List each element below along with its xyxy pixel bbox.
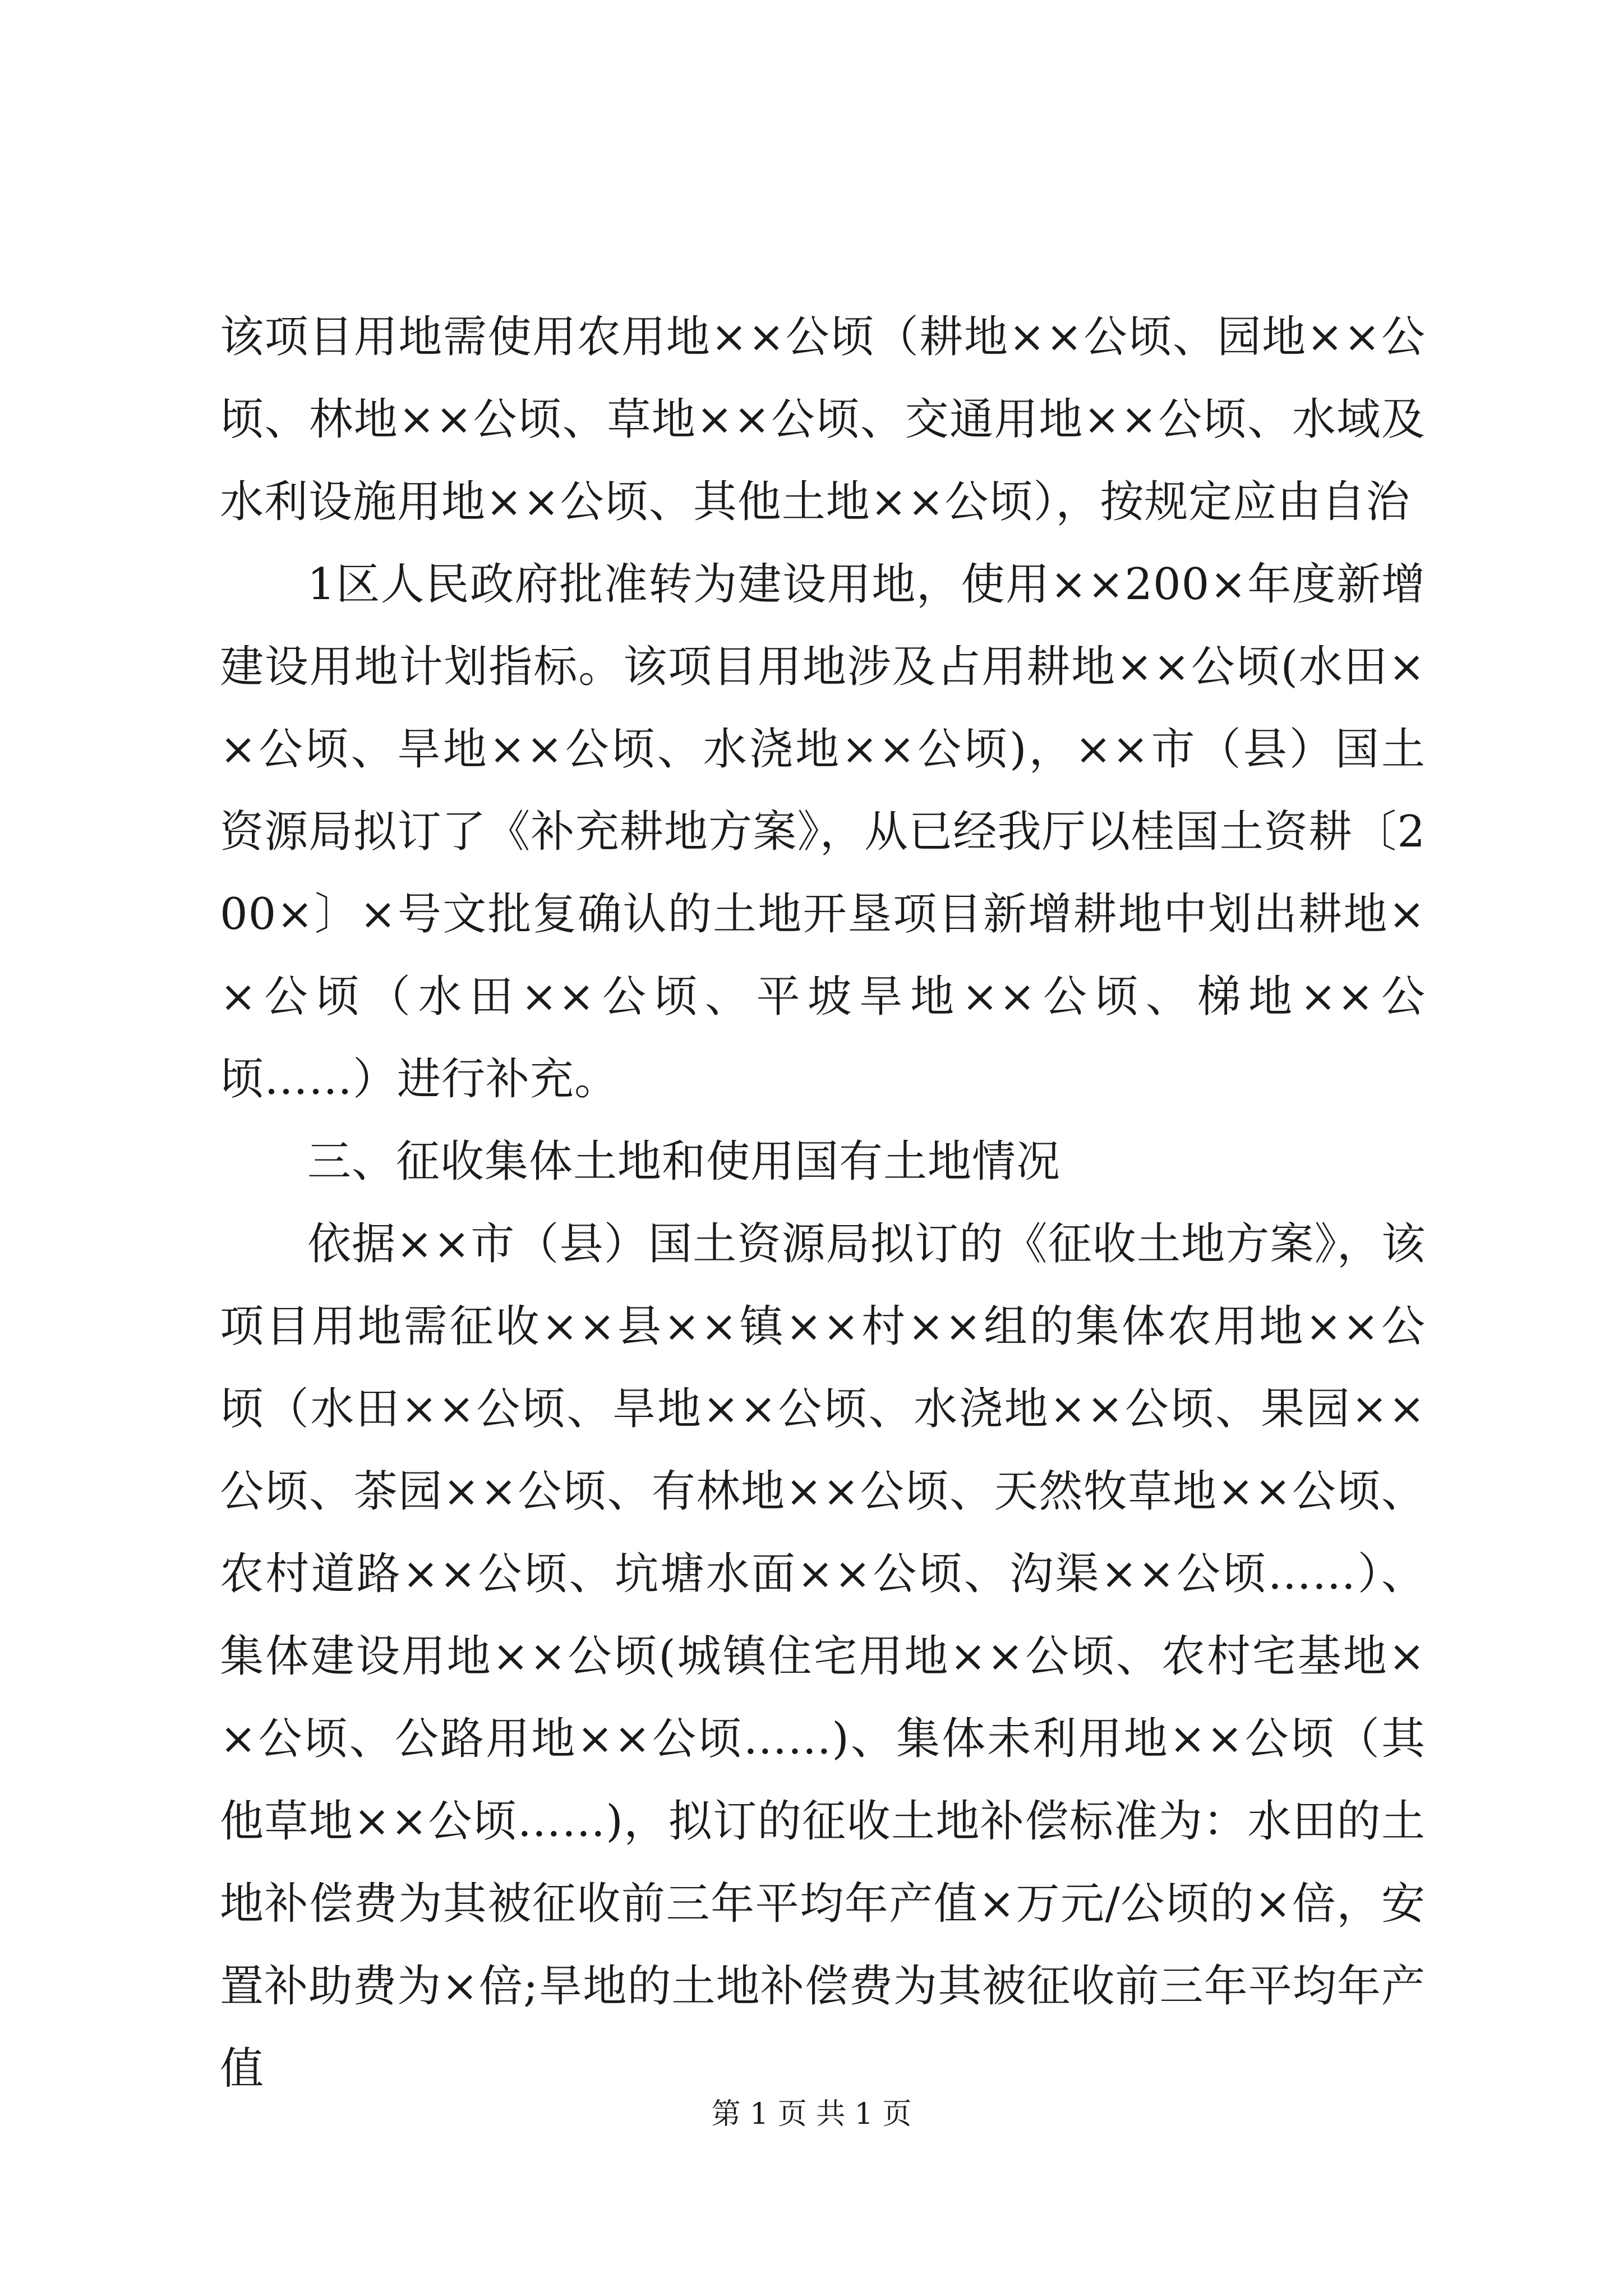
document-body bbox=[220, 296, 1426, 2110]
paragraph-farmland-compensation: 1区人民政府批准转为建设用地，使用××200×年度新增建设用地计划指标。该项目用地涉及占用耕地××公顷(水田××公顷、旱地××公顷、水浇地××公顷)，××市（县）国土资源局拟订了《补充耕地方案》，从已经我厅以桂国土资耕〔200×〕×号文批复确认的土地开垦项目新增耕地中划出耕地××公顷（水田××公顷、平坡旱地××公顷、梯地××公顷……）进行补充。 bbox=[220, 559, 1426, 1105]
paragraph-land-use: 该项目用地需使用农用地××公顷（耕地××公顷、园地××公顷、林地××公顷、草地××公顷、交通用地××公顷、水域及水利设施用地××公顷、其他土地××公顷），按规定应由自治 bbox=[220, 312, 1426, 527]
page-number-footer: 第 1 页 共 1 页 bbox=[711, 2097, 912, 2131]
paragraph-acquisition-plan: 依据××市（县）国土资源局拟订的《征收土地方案》，该项目用地需征收××县××镇××村××组的集体农用地××公顷（水田××公顷、旱地××公顷、水浇地××公顷、果园××公顷、茶园××公顷、有林地××公顷、天然牧草地××公顷、农村道路××公顷、坑塘水面××公顷、沟渠××公顷……）、集体建设用地××公顷(城镇住宅用地××公顷、农村宅基地××公顷、公路用地××公顷……)、集体未利用地××公顷（其他草地××公顷……)，拟订的征收土地补偿标准为：水田的土地补偿费为其被征收前三年平均年产值×万元/公顷的×倍，安置补助费为×倍;旱地的土地补偿费为其被征收前三年平均年产值 bbox=[220, 1219, 1426, 2094]
section-heading-land-acquisition: 三、征收集体土地和使用国有土地情况 bbox=[307, 1137, 1061, 1187]
